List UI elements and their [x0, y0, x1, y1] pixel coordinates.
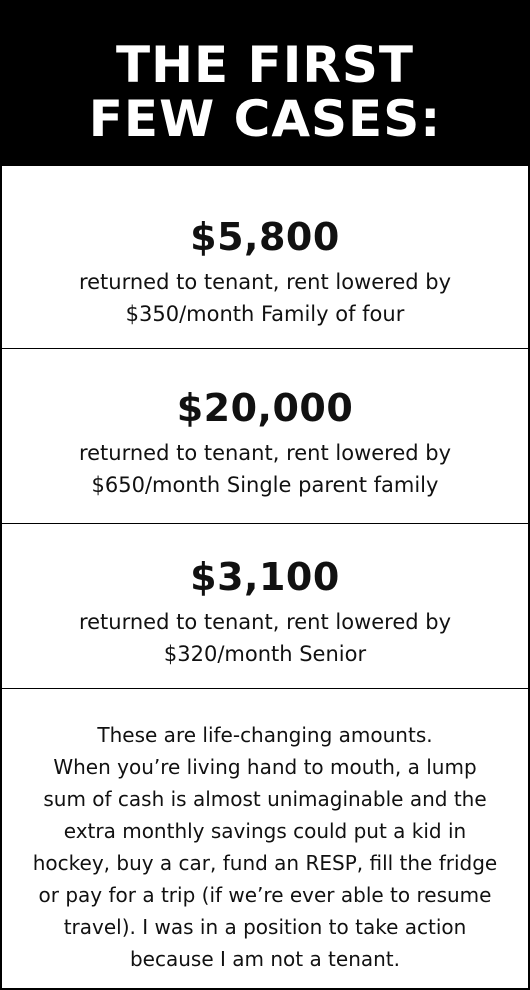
case-description: [2, 606, 528, 670]
case-amount: $20,000: [176, 386, 354, 430]
note-paragraph: [2, 719, 528, 975]
case-amount: $5,800: [190, 215, 340, 259]
case-card-1: [2, 166, 528, 348]
note-line: because I am not a tenant.: [129, 947, 401, 971]
case-description: [2, 266, 528, 330]
note-line: travel). I was in a position to take action: [63, 915, 467, 939]
note-line: extra monthly savings could put a kid in: [63, 819, 467, 843]
case-description-line-2: $650/month Single parent family: [91, 473, 439, 497]
note-line: hockey, buy a car, fund an RESP, fill the fridge: [32, 851, 498, 875]
case-description-line-2: $350/month Family of four: [125, 302, 405, 326]
closing-note: [2, 689, 528, 988]
case-card-3: [2, 524, 528, 688]
title-line-1: THE FIRST: [116, 36, 414, 94]
case-description-line-1: returned to tenant, rent lowered by: [78, 441, 452, 465]
case-description: [2, 437, 528, 501]
note-line: or pay for a trip (if we’re ever able to resume: [38, 883, 492, 907]
page-title: [0, 0, 530, 166]
case-card-2: [2, 349, 528, 523]
note-line: When you’re living hand to mouth, a lump: [53, 755, 477, 779]
case-description-line-1: returned to tenant, rent lowered by: [78, 270, 452, 294]
case-description-line-1: returned to tenant, rent lowered by: [78, 610, 452, 634]
case-amount: $3,100: [190, 555, 340, 599]
title-line-2: FEW CASES:: [88, 90, 442, 148]
note-line: sum of cash is almost unimaginable and the: [43, 787, 487, 811]
case-description-line-2: $320/month Senior: [163, 642, 367, 666]
note-line: These are life-changing amounts.: [97, 723, 433, 747]
